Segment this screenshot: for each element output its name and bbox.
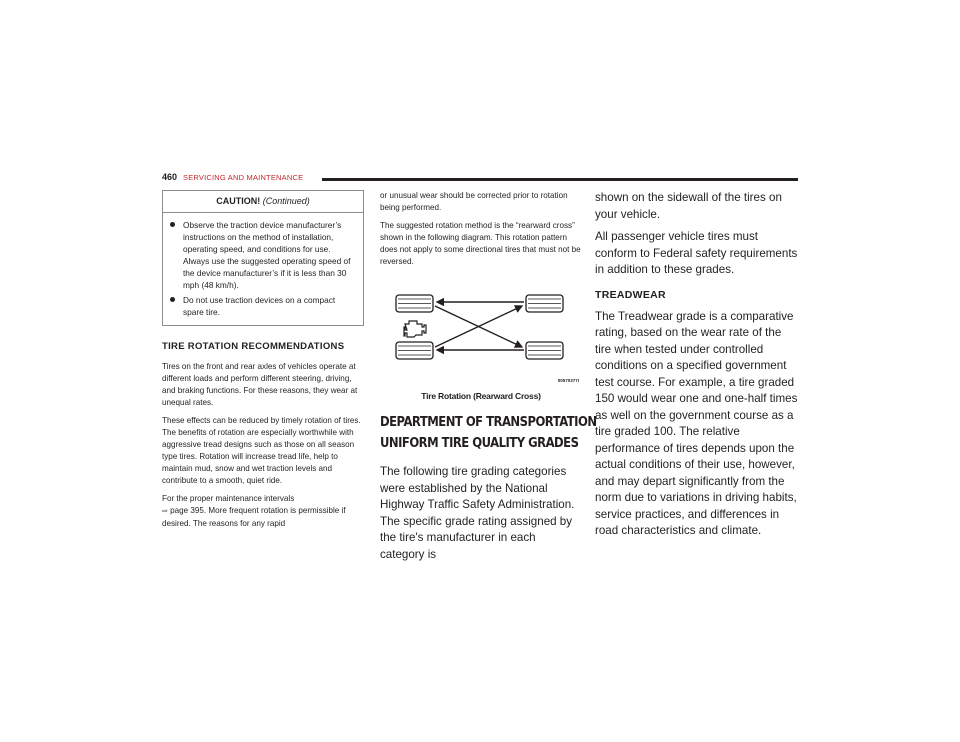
page-reference-link[interactable]: page 395. More frequent rotation is permissible if desired. The reasons for any rapid	[162, 506, 346, 528]
page-reference-arrow-icon: ⇨	[162, 508, 168, 515]
caution-item-text: Do not use traction devices on a compact spare tire.	[183, 295, 336, 317]
caution-item	[169, 219, 357, 291]
bullet-icon	[170, 297, 175, 302]
engine-icon	[404, 321, 426, 337]
grading-paragraph: shown on the sidewall of the tires on your vehicle.	[595, 191, 782, 221]
rotation-paragraph: The suggested rotation method is the “rearward cross” shown in the following diagram. This rotation pattern does not apply to some directional tires that must not be reversed.	[380, 221, 581, 266]
tire-rotation-paragraph: Tires on the front and rear axles of vehicles operate at different loads and perform different steering, driving, and braking functions. For these reasons, they wear at unequal rates.	[162, 362, 358, 407]
figure-code: 00570377I	[557, 378, 579, 383]
dot-paragraph: The following tire grading categories were established by the National Highway Traffic Safety Administration. The specific grade rating assigned by the tire's manufacturer in each category is	[380, 465, 575, 561]
caution-box	[162, 190, 364, 326]
maintenance-reference	[162, 493, 366, 530]
tire-rotation-paragraph: These effects can be reduced by timely rotation of tires. The benefits of rotation are especially worthwhile with aggressive tread designs such as those on all season type tires. Rotation will increase tread life, help to maintain mud, snow and wet traction levels and contribute to a smooth, quiet ride.	[162, 416, 361, 485]
rotation-diagram	[380, 274, 582, 406]
caution-item	[169, 294, 357, 318]
grading-paragraph: All passenger vehicle tires must conform to Federal safety requirements in addition to these grades.	[595, 230, 798, 276]
column-1	[162, 190, 366, 536]
section-title: SERVICING AND MAINTENANCE	[183, 173, 304, 182]
column-2	[380, 190, 597, 563]
rotation-paragraph: or unusual wear should be corrected prior to rotation being performed.	[380, 191, 568, 212]
column-3	[595, 190, 800, 540]
treadwear-heading: TREADWEAR	[595, 288, 666, 301]
page-header	[162, 172, 798, 186]
dot-heading-line-1: DEPARTMENT OF TRANSPORTATION	[380, 414, 597, 430]
tire-rotation-heading: TIRE ROTATION RECOMMENDATIONS	[162, 341, 345, 352]
dot-heading-line-2: UNIFORM TIRE QUALITY GRADES	[380, 435, 579, 451]
figure-caption: Tire Rotation (Rearward Cross)	[421, 391, 541, 401]
caution-title-italic: (Continued)	[262, 196, 310, 206]
caution-item-text: Observe the traction device manufacturer’s instructions on the method of installation, operating speed, and conditions for use. Always use the suggested operating speed of the device manufacturer’s if it is less than 30 mph (48 km/h).	[183, 220, 351, 290]
caution-title	[163, 191, 363, 213]
header-rule	[322, 178, 798, 181]
rotation-diagram-graphic	[380, 274, 582, 392]
treadwear-paragraph: The Treadwear grade is a comparative rating, based on the wear rate of the tire when tested under controlled conditions on a specified government test course. For example, a tire graded 150 would wear one and one-half times as well on the government course as a tire graded 100. The relative performance of tires depends upon the actual conditions of their use, however, and may depart significantly from the norm due to variations in driving habits, service practices, and differences in road characteristics and climate.	[595, 309, 798, 537]
caution-title-bold: CAUTION!	[216, 196, 261, 206]
dot-heading	[380, 412, 597, 454]
reference-lead: For the proper maintenance intervals	[162, 494, 295, 503]
bullet-icon	[170, 222, 175, 227]
caution-list	[163, 219, 363, 318]
page-number: 460	[162, 172, 178, 182]
